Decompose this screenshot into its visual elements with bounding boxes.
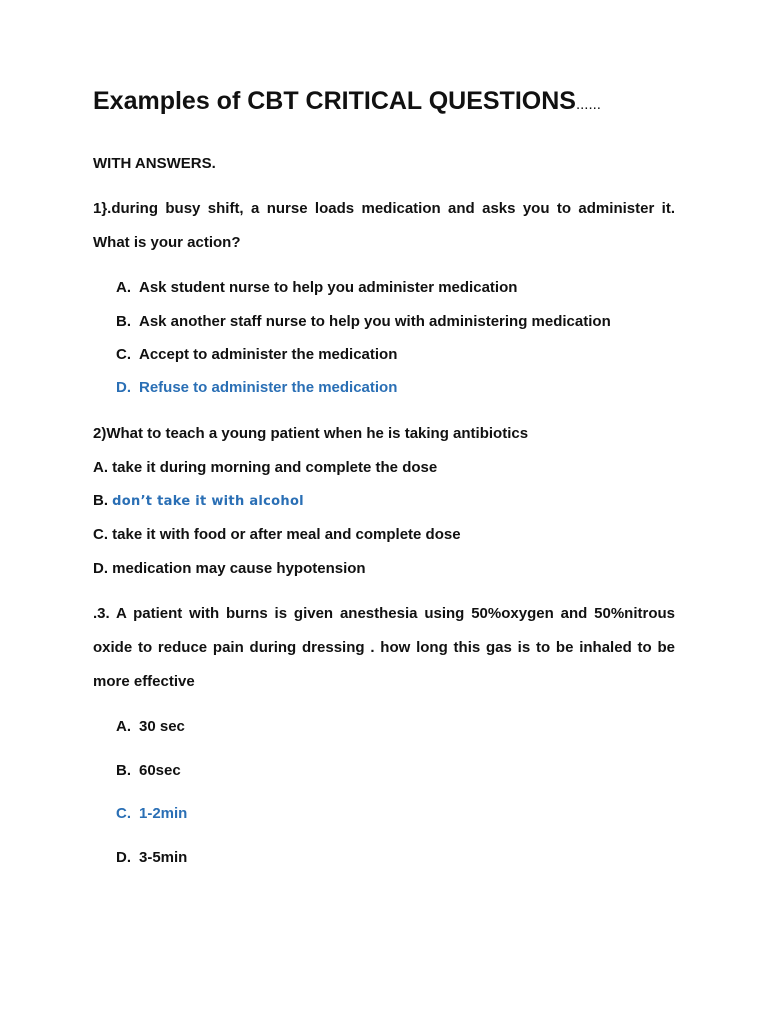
option-text: medication may cause hypotension bbox=[112, 560, 366, 577]
option-letter: D. bbox=[116, 849, 131, 866]
option-letter: A. bbox=[116, 718, 131, 735]
option-letter: B. bbox=[116, 313, 131, 330]
option-text: 60sec bbox=[139, 762, 181, 779]
option-text-correct-answer: don’t take it with alcohol bbox=[112, 494, 304, 509]
subtitle: WITH ANSWERS. bbox=[93, 155, 216, 172]
q3-text-line-3: more effective bbox=[93, 673, 195, 690]
q3-text-line-1: .3. A patient with burns is given anesthesia using 50%oxygen and 50%nitrous bbox=[93, 605, 675, 622]
option-text: 1-2min bbox=[139, 805, 188, 822]
option-letter: B. bbox=[93, 492, 108, 509]
q1-option-c bbox=[116, 346, 397, 364]
q3-option-b bbox=[116, 762, 181, 780]
q2-text: 2)What to teach a young patient when he is taking antibiotics bbox=[93, 425, 529, 442]
option-letter: D. bbox=[116, 379, 131, 396]
option-letter: C. bbox=[116, 346, 131, 363]
option-letter: C. bbox=[116, 805, 131, 822]
option-text: Accept to administer the medication bbox=[139, 346, 398, 363]
option-letter: A. bbox=[116, 279, 131, 296]
title-ellipsis: ...... bbox=[575, 96, 601, 113]
q2-option-d bbox=[93, 560, 366, 578]
option-text: 3-5min bbox=[139, 849, 188, 866]
option-text: 30 sec bbox=[139, 718, 185, 735]
q2-option-b bbox=[93, 492, 304, 511]
option-letter: D. bbox=[93, 560, 108, 577]
option-text: Refuse to administer the medication bbox=[139, 379, 398, 396]
q1-option-d-correct-answer bbox=[116, 379, 397, 397]
q1-text-line-2: What is your action? bbox=[93, 234, 241, 251]
q2-option-c bbox=[93, 526, 461, 544]
document-title bbox=[93, 86, 601, 120]
option-text: Ask another staff nurse to help you with administering medication bbox=[139, 313, 611, 330]
option-letter: C. bbox=[93, 526, 108, 543]
q3-option-c-correct-answer bbox=[116, 805, 187, 823]
title-text: Examples of CBT CRITICAL QUESTIONS bbox=[93, 87, 576, 115]
q1-option-b bbox=[116, 313, 611, 331]
q3-option-a bbox=[116, 718, 185, 736]
q3-text-line-2: oxide to reduce pain during dressing . how long this gas is to be inhaled to be bbox=[93, 639, 675, 656]
option-text: take it with food or after meal and complete dose bbox=[112, 526, 461, 543]
q3-option-d bbox=[116, 849, 187, 867]
option-text: take it during morning and complete the dose bbox=[112, 459, 438, 476]
option-text: Ask student nurse to help you administer medication bbox=[139, 279, 518, 296]
q1-text-line-1: 1}.during busy shift, a nurse loads medication and asks you to administer it. bbox=[93, 200, 675, 217]
option-letter: A. bbox=[93, 459, 108, 476]
q1-option-a bbox=[116, 279, 517, 297]
option-letter: B. bbox=[116, 762, 131, 779]
q2-option-a bbox=[93, 459, 437, 477]
